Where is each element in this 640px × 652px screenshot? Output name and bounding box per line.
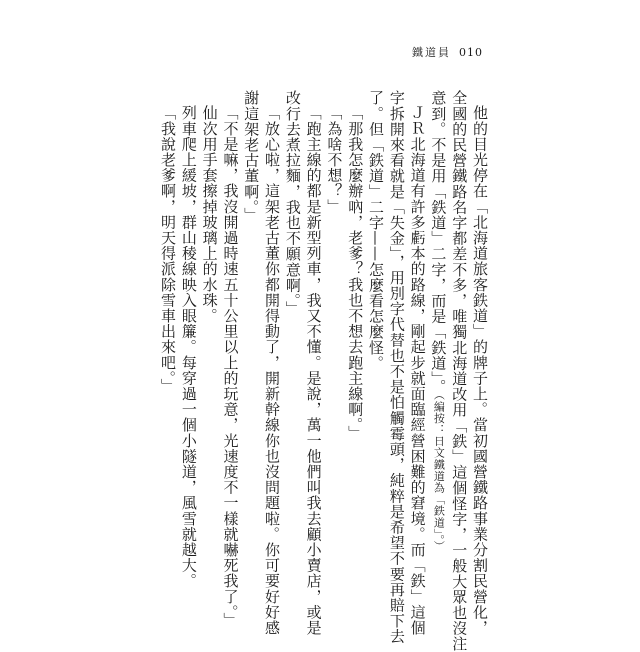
text-line: [324, 90, 345, 590]
text-line: [178, 90, 199, 590]
text-line: [407, 90, 428, 636]
text-line: [282, 90, 303, 590]
text-line: [428, 90, 449, 590]
text-line-content: 「不是嘛，我沒開過時速五十公里以上的玩意，光速度不一樣就嚇死我了。」: [221, 105, 240, 628]
text-line-content: 了。但「鉄道」二字——怎麼看怎麼怪。: [367, 90, 386, 371]
text-line-content: 他的目光停在「北海道旅客鉄道」的牌子上。當初國營鐵路事業分割民營化，: [471, 105, 489, 636]
running-header: [412, 44, 483, 60]
text-line: [157, 90, 178, 590]
text-line: [469, 90, 490, 636]
text-line: [365, 90, 386, 590]
text-line-content: 全國的民營鐵路名字都差不多，唯獨北海道改用「鉄」這個怪字，一般大眾也沒注: [450, 90, 469, 652]
text-line-content: 列車爬上緩坡，群山稜線映入眼簾。每穿過一個小隧道，風雪就越大。: [179, 105, 198, 589]
text-line-content: 字拆開來看就是「失金」，用別字代替也不是怕觸霉頭，純粹是希望不要再賠下去: [387, 90, 406, 645]
text-line-content: 改行去煮拉麵，我也不願意啊。」: [283, 90, 302, 317]
editor-note: （編按：日文鐵道為「鉄道」。）: [432, 394, 446, 552]
text-line-content: 「放心啦，這架老古董你都開得動了，開新幹線你也沒問題啦。你可要好好感: [263, 105, 282, 636]
text-line-content: 「跑主線的都是新型列車，我又不懂。是說，萬一他們叫我去顧小賣店，或是: [304, 105, 323, 636]
text-line-content: 謝這架老古董啊。」: [242, 90, 261, 223]
text-line: [199, 90, 220, 590]
body-text: [159, 90, 490, 652]
text-line: [344, 90, 365, 590]
text-line-content: 意到。不是用「鉄道」二字，而是「鉄道」。: [429, 90, 448, 395]
text-line-content: 「那我怎麼辦吶，老爹？我也不想去跑主線啊。」: [346, 105, 365, 441]
book-title: 鐵道員: [412, 46, 451, 59]
text-line: [240, 90, 261, 590]
page-number: 010: [459, 46, 483, 59]
text-line-content: ＪＲ北海道有許多虧本的路線，剛起步就面臨經營困難的窘境。而「鉄」這個: [408, 105, 427, 636]
text-line: [386, 90, 407, 645]
text-line-content: 「我說老爹啊，明天得派除雪車出來吧。」: [159, 105, 178, 394]
text-line: [261, 90, 282, 636]
text-line: [303, 90, 324, 636]
text-line: [220, 90, 241, 628]
text-line-content: 仙次用手套擦掉玻璃上的水珠。: [200, 105, 219, 324]
text-line: [448, 90, 469, 652]
text-line-content: 「為啥不想？」: [325, 105, 344, 215]
